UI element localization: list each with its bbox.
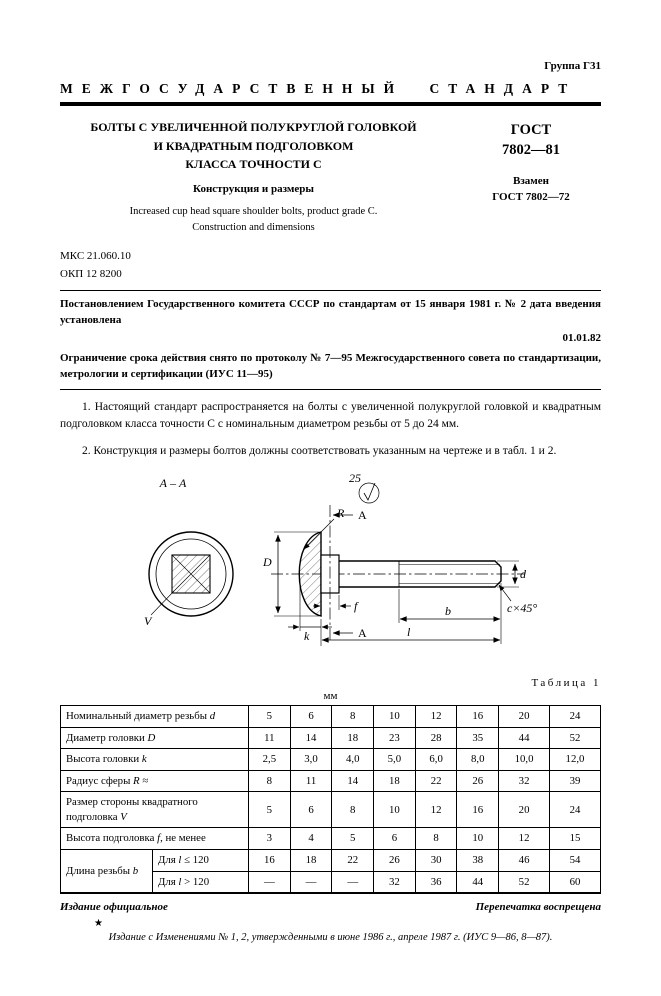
cell-value: 24 [550, 792, 601, 828]
drawing-area [60, 471, 601, 674]
title-en-line-1: Increased cup head square shoulder bolts, product grade C. [129, 205, 378, 217]
cell-value: 22 [332, 849, 374, 871]
title-line-2: И КВАДРАТНЫМ ПОДГОЛОВКОМ [153, 138, 354, 153]
roughness-value: 25 [348, 471, 361, 485]
cell-value: — [290, 871, 332, 893]
cell-value: 11 [249, 727, 291, 749]
cell-value: 10,0 [499, 749, 550, 771]
cell-value: 14 [290, 727, 332, 749]
dim-D-label: D [262, 555, 272, 569]
cell-value: 30 [415, 849, 457, 871]
dim-f-label: f [353, 599, 357, 613]
cell-value: 8 [415, 828, 457, 850]
document-page [0, 60, 661, 996]
cell-value: 10 [374, 706, 416, 728]
cell-value: — [332, 871, 374, 893]
cell-value: 26 [457, 770, 499, 792]
limitation-paragraph: Ограничение срока действия снято по протоколу № 7—95 Межгосударственного совета по стандартизации, метрологии и сертификации (ИУС 11—95) [60, 351, 601, 381]
title-english [60, 204, 447, 236]
table-row [61, 828, 601, 850]
divider-rule [60, 290, 601, 291]
title-block [60, 118, 601, 235]
paragraph-1: 1. Настоящий стандарт распространяется на болты с увеличенной полукруглой головкой и квадратным подголовком класса точности С с номинальным диаметром резьбы от 5 до 24 мм. [60, 400, 601, 431]
row-sublabel: Для l > 120 [153, 871, 249, 893]
section-arrow-label-bottom: А [357, 626, 367, 640]
reprint-prohibited-label: Перепечатка воспрещена [475, 901, 601, 914]
cell-value: 23 [374, 727, 416, 749]
cell-value: 5 [249, 792, 291, 828]
cell-value: 52 [499, 871, 550, 893]
cell-value: 44 [499, 727, 550, 749]
mks-code: МКС 21.060.10 [60, 250, 131, 263]
cell-value: 12 [415, 706, 457, 728]
cell-value: 36 [415, 871, 457, 893]
cell-value: 5,0 [374, 749, 416, 771]
table-caption: Таблица 1 [531, 677, 601, 689]
cell-value: 32 [374, 871, 416, 893]
title-line-3: КЛАССА ТОЧНОСТИ С [185, 157, 322, 172]
dim-V-label: V [143, 614, 151, 628]
cell-value: 14 [332, 770, 374, 792]
cell-value: 5 [332, 828, 374, 850]
group-label: Группа Г31 [544, 60, 601, 72]
row-label: Высота подголовка f, не менее [61, 828, 249, 850]
roughness-mark [349, 471, 379, 503]
cell-value: 20 [499, 792, 550, 828]
cell-value: 16 [457, 706, 499, 728]
header-rule [60, 102, 601, 106]
cell-value: 10 [457, 828, 499, 850]
cell-value: 16 [457, 792, 499, 828]
cell-value: 6 [374, 828, 416, 850]
cell-value: 32 [499, 770, 550, 792]
section-arrow-label-top: А [357, 508, 367, 522]
chamfer-label: с×45° [506, 601, 537, 615]
standard-type-header: МЕЖГОСУДАРСТВЕННЫЙ СТАНДАРТ [60, 81, 577, 96]
footer-row [60, 901, 601, 913]
bolt-drawing [111, 471, 551, 669]
cell-value: 11 [290, 770, 332, 792]
amendments-note: Издание с Изменениями № 1, 2, утвержденными в июне 1986 г., апреле 1987 г. (ИУС 9—86, 8—87). [108, 932, 553, 944]
cell-value: 52 [550, 727, 601, 749]
cell-value: 26 [374, 849, 416, 871]
side-view [262, 505, 537, 646]
dim-k-label: k [303, 629, 309, 643]
cell-value: 54 [550, 849, 601, 871]
gost-designation-block [461, 118, 601, 235]
cell-value: 46 [499, 849, 550, 871]
row-label: Диаметр головки D [61, 727, 249, 749]
row-label: Размер стороны квадратного подголовка V [61, 792, 249, 828]
table-row [61, 706, 601, 728]
subtitle: Конструкция и размеры [193, 182, 314, 195]
table-row [61, 749, 601, 771]
row-label: Длина резьбы b [61, 849, 153, 893]
cell-value: 6 [290, 706, 332, 728]
row-label: Номинальный диаметр резьбы d [61, 706, 249, 728]
decree-paragraph: Постановлением Государственного комитета СССР по стандартам от 15 января 1981 г. № 2 дата введения установлена [60, 297, 601, 327]
cell-value: 8 [249, 770, 291, 792]
dim-d-label: d [519, 567, 526, 581]
cell-value: 6,0 [415, 749, 457, 771]
cell-value: 8,0 [457, 749, 499, 771]
cell-value: 12,0 [550, 749, 601, 771]
cell-value: 10 [374, 792, 416, 828]
official-edition-label: Издание официальное [60, 901, 168, 914]
cell-value: 18 [332, 727, 374, 749]
gost-label: ГОСТ [510, 122, 552, 138]
table-row [61, 770, 601, 792]
cell-value: 4,0 [332, 749, 374, 771]
cell-value: 12 [415, 792, 457, 828]
table-row [61, 727, 601, 749]
cell-value: 2,5 [249, 749, 291, 771]
okp-code: ОКП 12 8200 [60, 268, 122, 281]
classification-codes [60, 247, 601, 283]
title-left [60, 118, 461, 235]
cell-value: 24 [550, 706, 601, 728]
cell-value: 20 [499, 706, 550, 728]
cell-value: 35 [457, 727, 499, 749]
replaces-number: ГОСТ 7802—72 [492, 190, 570, 203]
table1-body [61, 706, 601, 894]
cell-value: 39 [550, 770, 601, 792]
cell-value: 38 [457, 849, 499, 871]
dim-R-label: R [336, 506, 344, 520]
cell-value: 4 [290, 828, 332, 850]
dim-l-label: l [406, 625, 410, 639]
replaces-label: Взамен [513, 174, 549, 187]
cell-value: 16 [249, 849, 291, 871]
cell-value: 3,0 [290, 749, 332, 771]
cell-value: 12 [499, 828, 550, 850]
divider-rule [60, 389, 601, 390]
table-unit: мм [323, 690, 338, 702]
cell-value: 8 [332, 706, 374, 728]
row-label: Высота головки k [61, 749, 249, 771]
cell-value: 6 [290, 792, 332, 828]
effective-date: 01.01.82 [562, 331, 601, 344]
section-view [144, 476, 233, 628]
table-row [61, 849, 601, 871]
cell-value: — [249, 871, 291, 893]
paragraph-2: 2. Конструкция и размеры болтов должны соответствовать указанным на чертеже и в табл. 1 и 2. [82, 445, 557, 458]
table-row [61, 792, 601, 828]
cell-value: 18 [290, 849, 332, 871]
cell-value: 8 [332, 792, 374, 828]
cell-value: 5 [249, 706, 291, 728]
title-en-line-2: Construction and dimensions [192, 221, 315, 233]
title-line-1: БОЛТЫ С УВЕЛИЧЕННОЙ ПОЛУКРУГЛОЙ ГОЛОВКОЙ [90, 120, 417, 134]
cell-value: 60 [550, 871, 601, 893]
row-label: Радиус сферы R ≈ [61, 770, 249, 792]
cell-value: 15 [550, 828, 601, 850]
row-sublabel: Для l ≤ 120 [153, 849, 249, 871]
dimensions-table [60, 705, 601, 894]
section-view-label: А – А [159, 476, 186, 490]
bolt-head [299, 532, 321, 616]
cell-value: 18 [374, 770, 416, 792]
footnote-star-icon: ★ [94, 918, 103, 930]
cell-value: 22 [415, 770, 457, 792]
cell-value: 3 [249, 828, 291, 850]
cell-value: 44 [457, 871, 499, 893]
gost-number: 7802—81 [502, 142, 560, 159]
cell-value: 28 [415, 727, 457, 749]
dim-b-label: b [444, 604, 451, 618]
